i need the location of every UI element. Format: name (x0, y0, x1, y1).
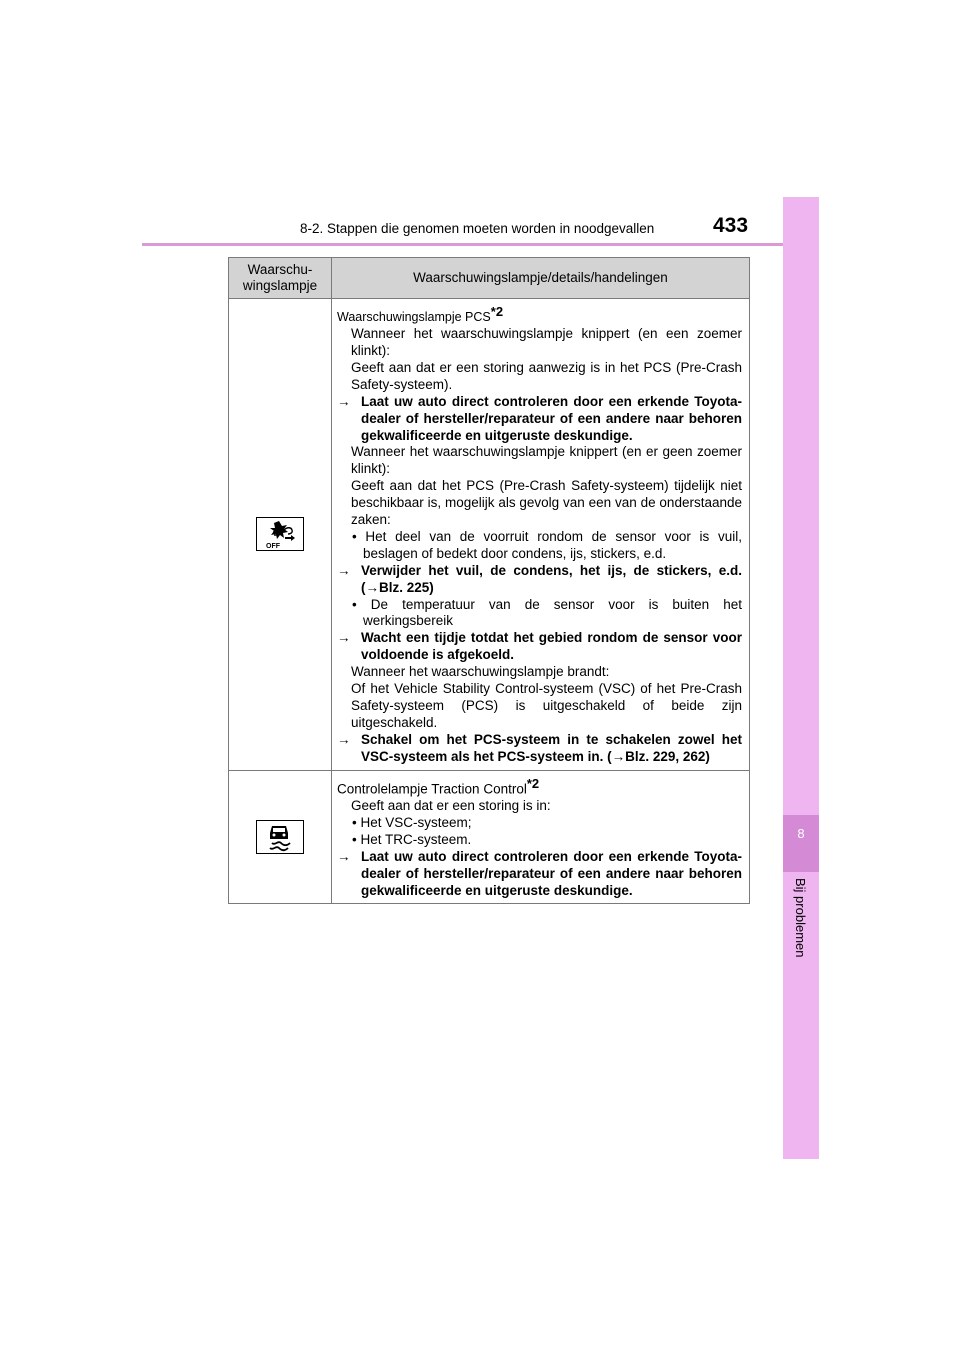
entry-bullet: • Het VSC-systeem; (352, 814, 472, 830)
entry-bullet: • Het deel van de voorruit rondom de sensor voor is vuil, beslagen of bedekt door condens, ijs, stickers, e.d. (352, 528, 742, 561)
arrow-right-icon: → (337, 848, 351, 864)
details-cell (332, 299, 750, 771)
entry-para: Wanneer het waarschuwingslampje brandt: (351, 664, 610, 680)
entry-bullet: • Het TRC-systeem. (352, 831, 472, 847)
entry-bullet: • De temperatuur van de sensor voor is buiten het werkingsbereik (352, 596, 742, 629)
entry-title (337, 304, 742, 326)
table-header-lamp-label: Waarschu- wingslampje (242, 262, 318, 293)
traction-control-icon (256, 820, 304, 854)
table-header-row (229, 258, 750, 299)
entry-para: Of het Vehicle Stability Control-systeem (VSC) of het Pre-Crash Safety-systeem (PCS) is uitgeschakeld of beide zijn uitgeschakeld. (351, 681, 742, 730)
entry-action (337, 563, 742, 597)
lamp-cell (229, 299, 332, 771)
chapter-label: Bij problemen (793, 878, 808, 958)
table-row (229, 299, 750, 771)
entry-para: Wanneer het waarschuwingslampje knippert (en er geen zoemer klinkt): (351, 444, 742, 477)
arrow-right-icon: → (337, 630, 351, 646)
table-row (229, 770, 750, 904)
entry-action (337, 394, 742, 445)
pcs-off-icon (256, 517, 304, 551)
footnote-marker: *2 (526, 775, 540, 791)
entry-para: Geeft aan dat er een storing is in: (351, 798, 551, 814)
details-cell (332, 770, 750, 904)
header-rule (142, 243, 818, 246)
chapter-number-tab (783, 815, 819, 872)
table-body (229, 299, 750, 904)
page-header-title: 8-2. Stappen die genomen moeten worden in noodgevallen (300, 221, 655, 236)
chapter-number: 8 (797, 826, 805, 841)
chapter-side-tab (783, 197, 819, 1159)
action-text: Verwijder het vuil, de condens, het ijs, de stickers, e.d. (→Blz. 225) (361, 562, 742, 595)
action-text: Laat uw auto direct controleren door een erkende Toyota-dealer of hersteller/reparateur of een andere naar behoren gekwalificeerde en uitgeruste deskundige. (361, 848, 742, 898)
footnote-marker: *2 (490, 304, 504, 319)
arrow-right-icon: → (337, 562, 351, 578)
entry-action (337, 849, 742, 900)
warning-lights-table (228, 257, 750, 904)
entry-para: Geeft aan dat er een storing aanwezig is in het PCS (Pre-Crash Safety-systeem). (351, 359, 742, 392)
page-number: 433 (713, 214, 749, 237)
action-text: Laat uw auto direct controleren door een erkende Toyota-dealer of hersteller/reparateur of een andere naar behoren gekwalificeerde en uitgeruste deskundige. (361, 393, 742, 443)
entry-title (337, 776, 742, 798)
arrow-right-icon: → (337, 393, 351, 409)
entry-para: Geeft aan dat het PCS (Pre-Crash Safety-systeem) tijdelijk niet beschikbaar is, mogelijk als gevolg van een van de onderstaande zaken: (351, 478, 742, 528)
lamp-cell (229, 770, 332, 904)
action-text: Schakel om het PCS-systeem in te schakelen zowel het VSC-systeem als het PCS-systeem in. (→Blz. 229, 262) (361, 731, 742, 764)
entry-title-text: Waarschuwingslampje PCS (337, 310, 491, 325)
svg-text:OFF: OFF (266, 543, 280, 551)
table-header-lamp (229, 258, 332, 299)
entry-para: Wanneer het waarschuwingslampje knippert (en een zoemer klinkt): (351, 326, 742, 358)
entry-action (337, 630, 742, 664)
action-text: Wacht een tijdje totdat het gebied rondom de sensor voor voldoende is afgekoeld. (361, 630, 742, 663)
arrow-right-icon: → (337, 731, 351, 747)
table-header-details: Waarschuwingslampje/details/handelingen (332, 258, 750, 299)
entry-action (337, 732, 742, 766)
entry-title-text: Controlelampje Traction Control (337, 781, 527, 797)
